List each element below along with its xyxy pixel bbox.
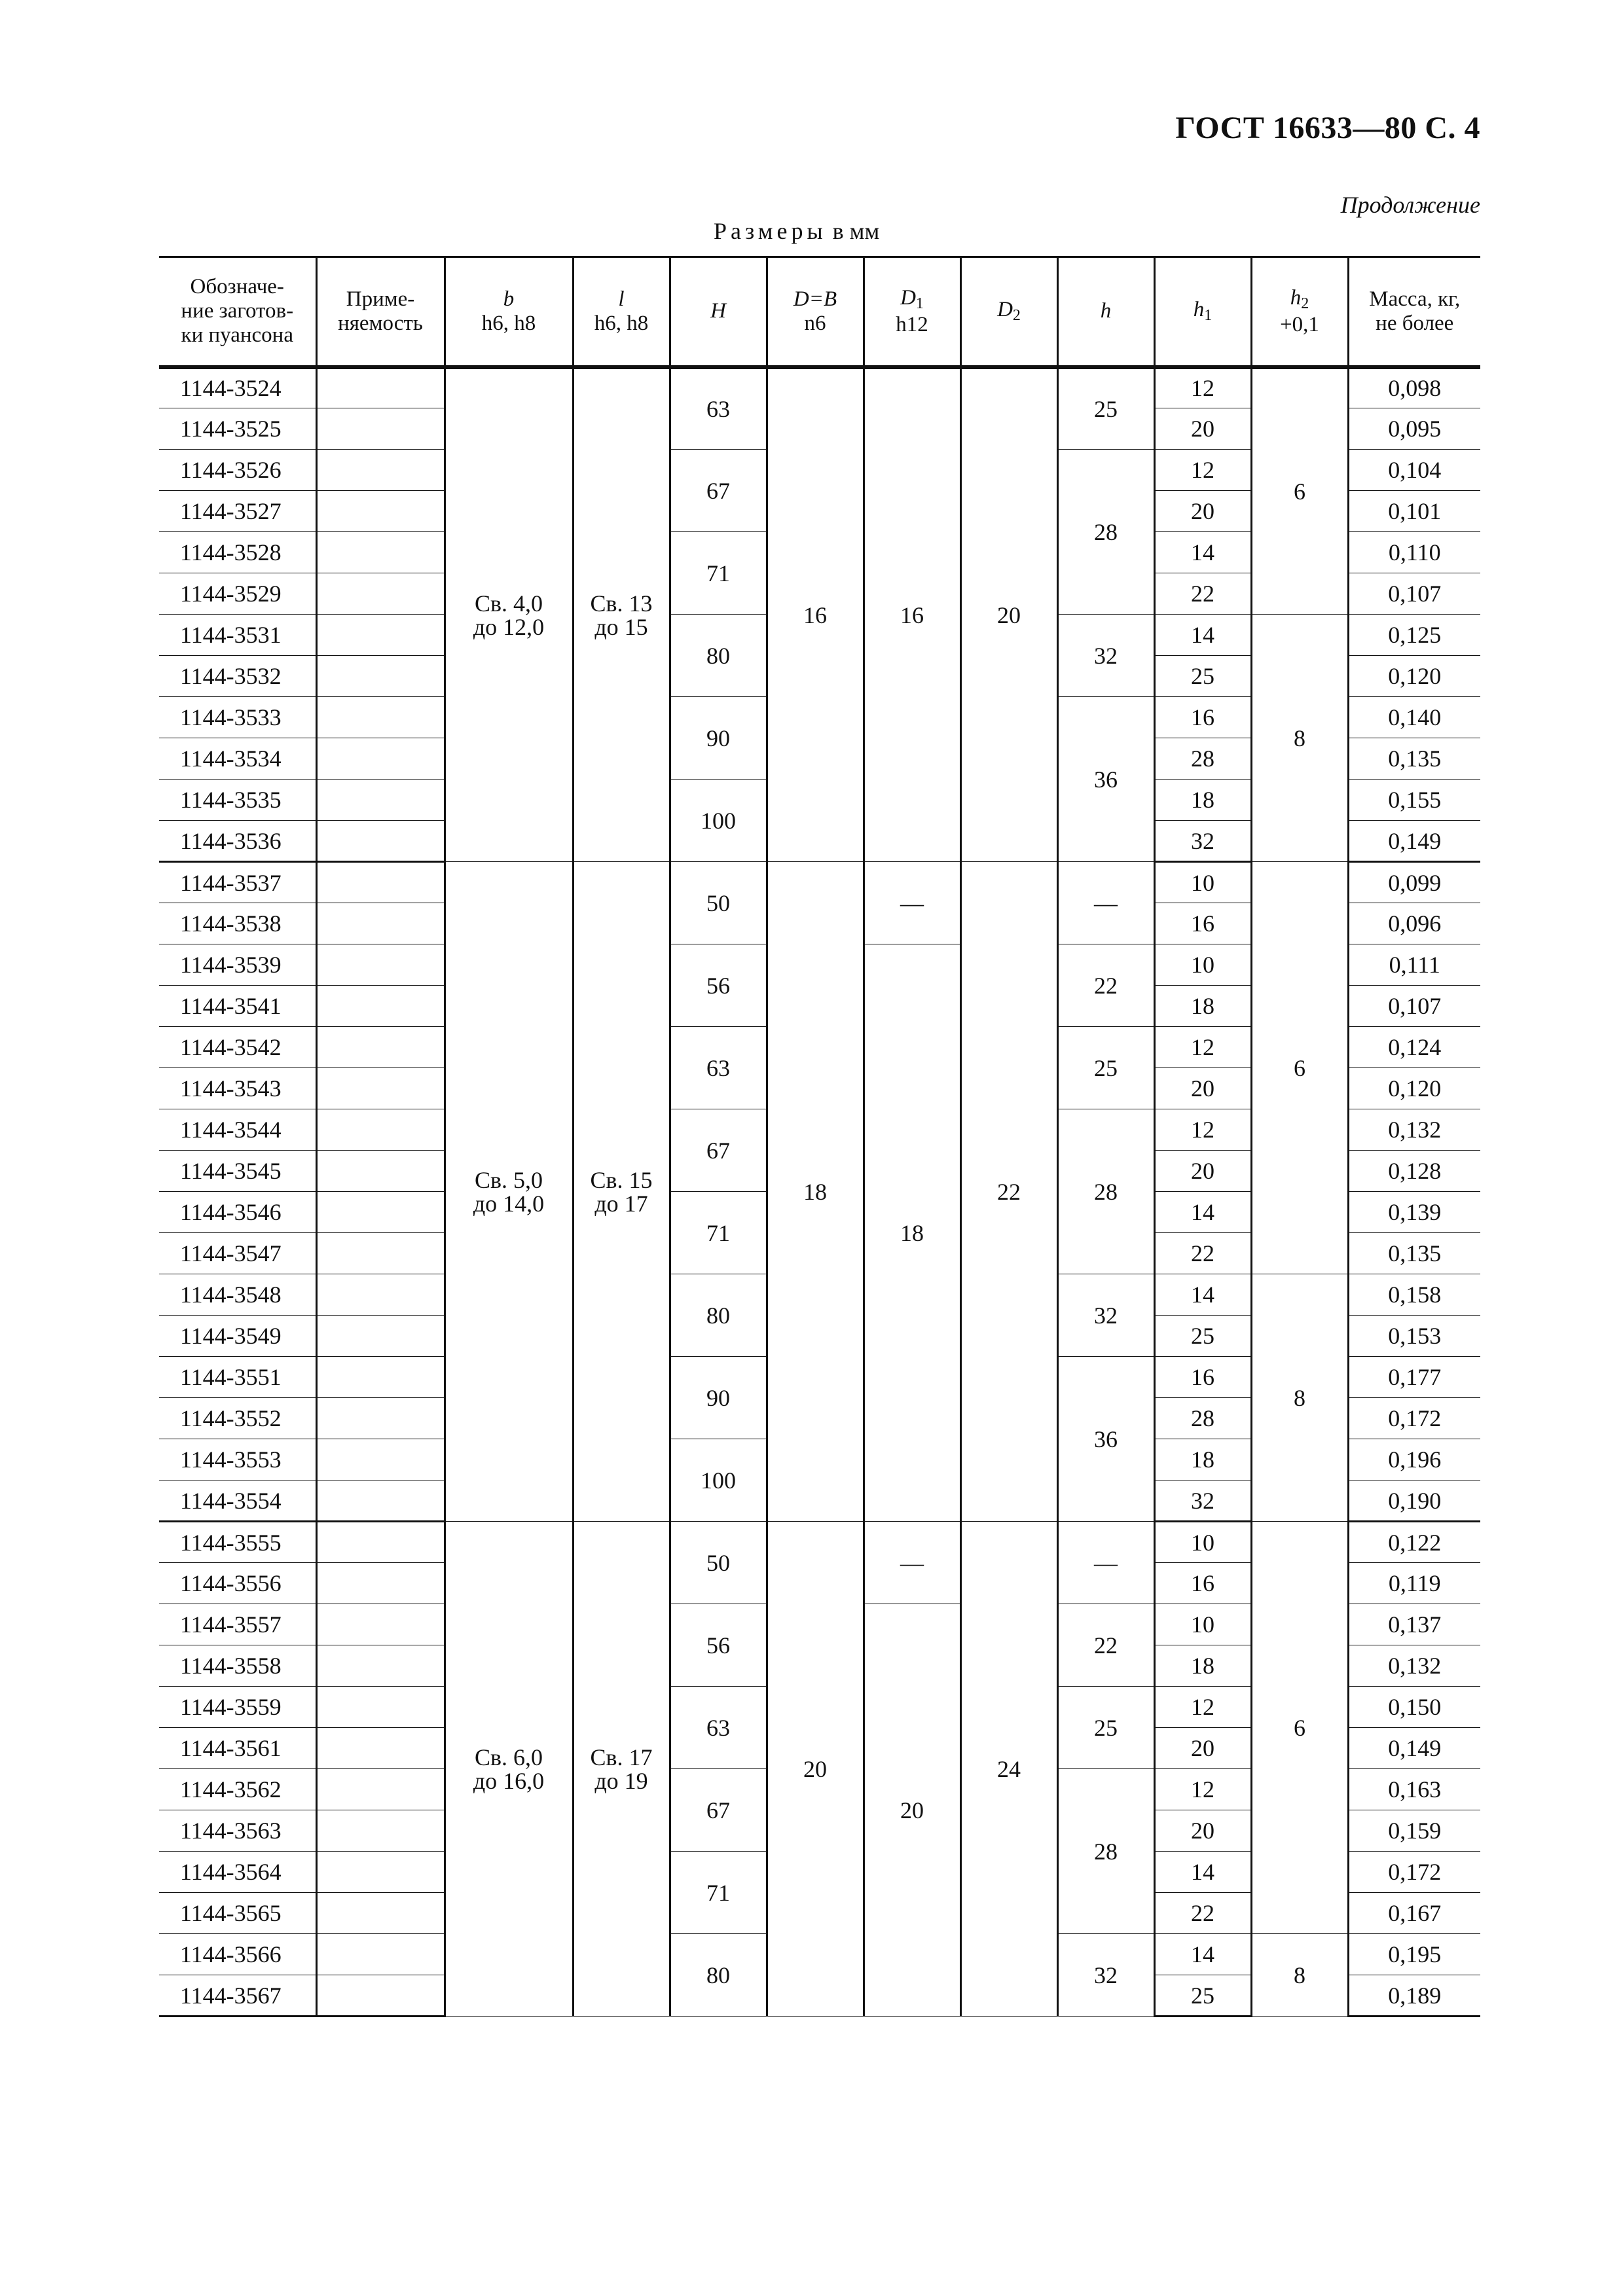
cell-H: 56 [670,944,767,1027]
cell-h2: 8 [1251,615,1348,862]
cell-mass: 0,149 [1348,1728,1480,1769]
cell-mass: 0,135 [1348,738,1480,780]
cell-h1: 18 [1154,1645,1251,1687]
cell-h: 32 [1057,1934,1154,2017]
cell-h1: 10 [1154,1604,1251,1645]
col-b [445,257,573,367]
cell-h1: 10 [1154,1522,1251,1563]
col-h2 [1251,257,1348,367]
cell-code: 1144-3558 [159,1645,316,1687]
cell-h1: 14 [1154,1852,1251,1893]
col-D2 [960,257,1057,367]
cell-applicability [316,1233,445,1274]
cell-applicability [316,1480,445,1522]
cell-applicability [316,944,445,986]
cell-h1: 10 [1154,944,1251,986]
cell-applicability [316,821,445,862]
cell-h1: 12 [1154,1687,1251,1728]
cell-H: 71 [670,1192,767,1274]
cell-applicability [316,780,445,821]
cell-H: 80 [670,615,767,697]
cell-mass: 0,095 [1348,408,1480,450]
cell-h: 36 [1057,697,1154,862]
cell-h: 22 [1057,944,1154,1027]
cell-h: 28 [1057,1109,1154,1274]
cell-l: Св. 13 до 15 [573,367,670,862]
cell-code: 1144-3532 [159,656,316,697]
cell-h: 36 [1057,1357,1154,1522]
cell-mass: 0,135 [1348,1233,1480,1274]
cell-mass: 0,125 [1348,615,1480,656]
cell-h2: 8 [1251,1274,1348,1522]
cell-code: 1144-3529 [159,573,316,615]
cell-applicability [316,903,445,944]
cell-H: 80 [670,1274,767,1357]
cell-mass: 0,137 [1348,1604,1480,1645]
cell-code: 1144-3567 [159,1975,316,2017]
cell-h1: 16 [1154,697,1251,738]
cell-code: 1144-3543 [159,1068,316,1109]
cell-h1: 25 [1154,1316,1251,1357]
cell-applicability [316,1192,445,1233]
cell-code: 1144-3565 [159,1893,316,1934]
page-header: ГОСТ 16633—80 С. 4 [1175,111,1480,145]
cell-h1: 12 [1154,1109,1251,1151]
cell-D1: 18 [864,944,960,1522]
cell-h1: 25 [1154,656,1251,697]
cell-applicability [316,656,445,697]
col-DB-tolerance: n6 [804,311,826,335]
col-D1-subscript: 1 [915,295,924,312]
cell-applicability [316,491,445,532]
cell-mass: 0,119 [1348,1563,1480,1604]
col-D2-symbol: D [997,298,1013,322]
cell-applicability [316,862,445,903]
cell-code: 1144-3526 [159,450,316,491]
cell-applicability [316,738,445,780]
col-b-symbol: b [503,287,515,311]
cell-mass: 0,122 [1348,1522,1480,1563]
cell-DB: 18 [767,862,864,1522]
cell-code: 1144-3551 [159,1357,316,1398]
cell-code: 1144-3548 [159,1274,316,1316]
cell-applicability [316,1934,445,1975]
cell-mass: 0,158 [1348,1274,1480,1316]
col-D2-subscript: 2 [1012,307,1021,325]
cell-applicability [316,1852,445,1893]
cell-applicability [316,1687,445,1728]
cell-code: 1144-3525 [159,408,316,450]
cell-code: 1144-3554 [159,1480,316,1522]
cell-H: 100 [670,1439,767,1522]
cell-applicability [316,532,445,573]
cell-code: 1144-3541 [159,986,316,1027]
cell-applicability [316,1109,445,1151]
cell-D1: 20 [864,1604,960,2017]
cell-h2: 6 [1251,1522,1348,1934]
col-h2-subscript: 2 [1301,295,1309,312]
cell-applicability [316,1810,445,1852]
cell-h1: 12 [1154,367,1251,408]
cell-h1: 18 [1154,986,1251,1027]
cell-h1: 18 [1154,780,1251,821]
cell-h: — [1057,1522,1154,1604]
cell-h1: 12 [1154,1769,1251,1810]
units-label-spaced: Размеры [714,218,827,244]
cell-applicability [316,450,445,491]
cell-h1: 20 [1154,408,1251,450]
cell-code: 1144-3524 [159,367,316,408]
table-row [159,367,1480,408]
table-row [159,1522,1480,1563]
cell-h1: 22 [1154,573,1251,615]
cell-applicability [316,1975,445,2017]
cell-applicability [316,1893,445,1934]
table-header-row [159,257,1480,367]
cell-mass: 0,172 [1348,1852,1480,1893]
cell-applicability [316,1274,445,1316]
cell-H: 80 [670,1934,767,2017]
cell-h1: 28 [1154,738,1251,780]
cell-applicability [316,1522,445,1563]
cell-h1: 16 [1154,903,1251,944]
col-H-symbol: H [710,299,726,323]
cell-applicability [316,1728,445,1769]
col-mass-text: Масса, кг, не более [1369,287,1461,335]
cell-h1: 20 [1154,1810,1251,1852]
cell-mass: 0,120 [1348,1068,1480,1109]
col-h2-symbol: h [1290,285,1302,310]
cell-mass: 0,189 [1348,1975,1480,2017]
cell-applicability [316,1316,445,1357]
cell-code: 1144-3556 [159,1563,316,1604]
cell-h2: 6 [1251,367,1348,615]
cell-code: 1144-3542 [159,1027,316,1068]
cell-mass: 0,172 [1348,1398,1480,1439]
cell-mass: 0,190 [1348,1480,1480,1522]
cell-code: 1144-3537 [159,862,316,903]
cell-mass: 0,155 [1348,780,1480,821]
cell-h1: 16 [1154,1357,1251,1398]
cell-code: 1144-3546 [159,1192,316,1233]
cell-mass: 0,153 [1348,1316,1480,1357]
col-l-symbol: l [618,287,625,311]
cell-h2: 8 [1251,1934,1348,2017]
punch-blanks-table [159,256,1480,2017]
cell-h: 28 [1057,1769,1154,1934]
cell-mass: 0,132 [1348,1645,1480,1687]
cell-applicability [316,1439,445,1480]
cell-l: Св. 17 до 19 [573,1522,670,2017]
cell-code: 1144-3544 [159,1109,316,1151]
cell-code: 1144-3536 [159,821,316,862]
cell-h1: 14 [1154,1934,1251,1975]
cell-h: 32 [1057,615,1154,697]
cell-l: Св. 15 до 17 [573,862,670,1522]
cell-mass: 0,099 [1348,862,1480,903]
cell-b: Св. 5,0 до 14,0 [445,862,573,1522]
cell-H: 71 [670,532,767,615]
col-D1 [864,257,960,367]
col-DB [767,257,864,367]
col-h [1057,257,1154,367]
cell-mass: 0,159 [1348,1810,1480,1852]
cell-code: 1144-3534 [159,738,316,780]
cell-applicability [316,1357,445,1398]
col-b-tolerance: h6, h8 [481,311,536,335]
cell-code: 1144-3555 [159,1522,316,1563]
cell-h1: 14 [1154,1274,1251,1316]
cell-H: 100 [670,780,767,862]
cell-h1: 16 [1154,1563,1251,1604]
cell-code: 1144-3547 [159,1233,316,1274]
cell-H: 67 [670,1769,767,1852]
cell-mass: 0,101 [1348,491,1480,532]
col-H [670,257,767,367]
cell-h1: 32 [1154,1480,1251,1522]
cell-H: 90 [670,1357,767,1439]
cell-code: 1144-3531 [159,615,316,656]
cell-H: 63 [670,367,767,450]
cell-D1: — [864,862,960,944]
cell-h: 22 [1057,1604,1154,1687]
cell-mass: 0,096 [1348,903,1480,944]
cell-b: Св. 6,0 до 16,0 [445,1522,573,2017]
col-designation-text: Обозначе- ние заготов- ки пуансона [181,275,294,348]
cell-mass: 0,120 [1348,656,1480,697]
col-h1-subscript: 1 [1204,307,1213,325]
cell-H: 67 [670,1109,767,1192]
cell-mass: 0,098 [1348,367,1480,408]
cell-code: 1144-3527 [159,491,316,532]
cell-mass: 0,150 [1348,1687,1480,1728]
cell-h1: 14 [1154,615,1251,656]
cell-mass: 0,111 [1348,944,1480,986]
cell-h1: 32 [1154,821,1251,862]
cell-h1: 12 [1154,450,1251,491]
col-h2-tolerance: +0,1 [1280,312,1319,336]
cell-H: 90 [670,697,767,780]
cell-applicability [316,573,445,615]
cell-DB: 20 [767,1522,864,2017]
cell-applicability [316,408,445,450]
cell-applicability [316,615,445,656]
col-applicability [316,257,445,367]
col-l-tolerance: h6, h8 [594,311,649,335]
cell-code: 1144-3545 [159,1151,316,1192]
cell-mass: 0,107 [1348,573,1480,615]
cell-mass: 0,167 [1348,1893,1480,1934]
cell-mass: 0,149 [1348,821,1480,862]
cell-DB: 16 [767,367,864,862]
cell-code: 1144-3539 [159,944,316,986]
cell-mass: 0,139 [1348,1192,1480,1233]
cell-code: 1144-3552 [159,1398,316,1439]
cell-h1: 20 [1154,1728,1251,1769]
cell-mass: 0,196 [1348,1439,1480,1480]
cell-code: 1144-3528 [159,532,316,573]
cell-h: 32 [1057,1274,1154,1357]
cell-h1: 14 [1154,532,1251,573]
continuation-label: Продолжение [1340,192,1480,218]
cell-mass: 0,195 [1348,1934,1480,1975]
cell-code: 1144-3557 [159,1604,316,1645]
cell-applicability [316,1645,445,1687]
cell-mass: 0,177 [1348,1357,1480,1398]
cell-H: 50 [670,1522,767,1604]
cell-mass: 0,104 [1348,450,1480,491]
cell-h1: 20 [1154,491,1251,532]
cell-mass: 0,110 [1348,532,1480,573]
cell-D1: — [864,1522,960,1604]
cell-applicability [316,1027,445,1068]
cell-code: 1144-3538 [159,903,316,944]
col-h-symbol: h [1100,299,1112,323]
cell-mass: 0,163 [1348,1769,1480,1810]
cell-applicability [316,1563,445,1604]
cell-H: 71 [670,1852,767,1934]
cell-code: 1144-3533 [159,697,316,738]
cell-code: 1144-3564 [159,1852,316,1893]
cell-h1: 20 [1154,1068,1251,1109]
cell-h1: 22 [1154,1893,1251,1934]
cell-h: 25 [1057,1687,1154,1769]
cell-code: 1144-3566 [159,1934,316,1975]
cell-H: 63 [670,1027,767,1109]
cell-applicability [316,1604,445,1645]
cell-mass: 0,132 [1348,1109,1480,1151]
cell-b: Св. 4,0 до 12,0 [445,367,573,862]
cell-code: 1144-3563 [159,1810,316,1852]
cell-H: 67 [670,450,767,532]
col-applicability-text: Приме- няемость [338,287,423,335]
col-l [573,257,670,367]
cell-code: 1144-3561 [159,1728,316,1769]
cell-h2: 6 [1251,862,1348,1274]
cell-applicability [316,1769,445,1810]
col-designation [159,257,316,367]
cell-applicability [316,1151,445,1192]
cell-h1: 22 [1154,1233,1251,1274]
col-mass [1348,257,1480,367]
cell-code: 1144-3549 [159,1316,316,1357]
col-D1-tolerance: h12 [896,312,928,336]
cell-applicability [316,1398,445,1439]
cell-h1: 25 [1154,1975,1251,2017]
cell-applicability [316,986,445,1027]
cell-h1: 14 [1154,1192,1251,1233]
units-label [714,217,879,245]
cell-H: 63 [670,1687,767,1769]
cell-h1: 12 [1154,1027,1251,1068]
cell-h1: 10 [1154,862,1251,903]
col-h1 [1154,257,1251,367]
cell-D1: 16 [864,367,960,862]
cell-h1: 20 [1154,1151,1251,1192]
cell-code: 1144-3559 [159,1687,316,1728]
units-label-rest: в мм [832,218,880,244]
cell-H: 50 [670,862,767,944]
cell-D2: 24 [960,1522,1057,2017]
table-row [159,862,1480,903]
cell-mass: 0,128 [1348,1151,1480,1192]
cell-applicability [316,1068,445,1109]
cell-h1: 18 [1154,1439,1251,1480]
cell-code: 1144-3535 [159,780,316,821]
cell-D2: 20 [960,367,1057,862]
cell-code: 1144-3562 [159,1769,316,1810]
cell-h: — [1057,862,1154,944]
cell-applicability [316,367,445,408]
cell-H: 56 [670,1604,767,1687]
col-D1-symbol: D [900,285,916,310]
cell-mass: 0,124 [1348,1027,1480,1068]
cell-h: 25 [1057,1027,1154,1109]
cell-D2: 22 [960,862,1057,1522]
cell-mass: 0,107 [1348,986,1480,1027]
cell-h: 25 [1057,367,1154,450]
cell-h: 28 [1057,450,1154,615]
col-h1-symbol: h [1193,298,1205,322]
col-DB-symbol: D=B [793,287,837,311]
cell-applicability [316,697,445,738]
cell-mass: 0,140 [1348,697,1480,738]
cell-h1: 28 [1154,1398,1251,1439]
cell-code: 1144-3553 [159,1439,316,1480]
